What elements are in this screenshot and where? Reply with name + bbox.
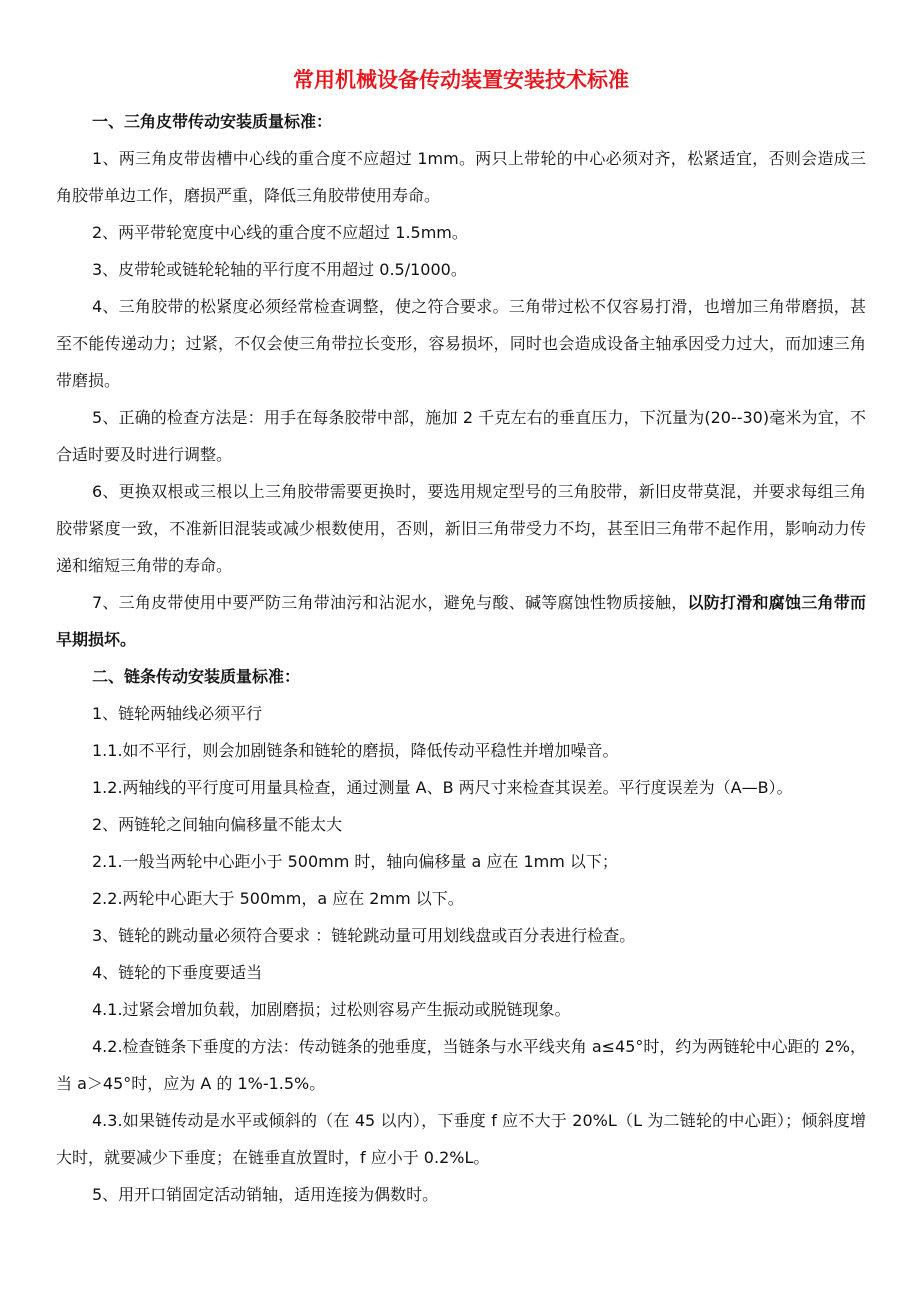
paragraph: 4、三角胶带的松紧度必须经常检查调整，使之符合要求。三角带过松不仅容易打滑，也增加三角带磨损，甚至不能传递动力；过紧，不仅会使三角带拉长变形，容易损坏，同时也会造成设备主轴承因受力过大，而加速三角带磨损。 [56,297,866,390]
paragraph: 2.1.一般当两轮中心距小于 500mm 时，轴向偏移量 a 应在 1mm 以下； [92,852,618,871]
paragraph: 4、链轮的下垂度要适当 [92,963,263,982]
paragraph-text: 7、三角皮带使用中要严防三角带油污和沾泥水，避免与酸、碱等腐蚀性物质接触， [92,593,688,612]
paragraph: 4.1.过紧会增加负载，加剧磨损；过松则容易产生振动或脱链现象。 [92,1000,571,1019]
paragraph: 6、更换双根或三根以上三角胶带需要更换时，要选用规定型号的三角胶带，新旧皮带莫混，并要求每组三角胶带紧度一致，不准新旧混装或减少根数使用，否则，新旧三角带受力不均，甚至旧三角带不起作用，影响动力传递和缩短三角带的寿命。 [56,482,866,575]
paragraph: 3、皮带轮或链轮轮轴的平行度不用超过 0.5/1000。 [92,260,467,279]
paragraph: 2.2.两轮中心距大于 500mm，a 应在 2mm 以下。 [92,889,464,908]
paragraph: 1、两三角皮带齿槽中心线的重合度不应超过 1mm。两只上带轮的中心必须对齐，松紧适宜，否则会造成三角胶带单边工作，磨损严重，降低三角胶带使用寿命。 [56,149,866,205]
paragraph: 4.2.检查链条下垂度的方法：传动链条的弛垂度，当链条与水平线夹角 a≤45°时，约为两链轮中心距的 2%，当 a＞45°时，应为 A 的 1%-1.5%。 [56,1037,866,1093]
paragraph-bold-text: 以防打滑和腐蚀三角带而早期损坏。 [56,593,866,649]
paragraph: 2、两平带轮宽度中心线的重合度不应超过 1.5mm。 [92,223,468,242]
document-title: 常用机械设备传动装置安装技术标准 [293,68,629,92]
paragraph: 1.2.两轴线的平行度可用量具检查，通过测量 A、B 两尺寸来检查其误差。平行度误差为（A—B）。 [92,778,793,797]
document-page [56,62,866,1213]
section-heading-belt: 一、三角皮带传动安装质量标准： [92,112,333,131]
paragraph: 5、用开口销固定活动销轴，适用连接为偶数时。 [92,1185,439,1204]
paragraph: 1.1.如不平行，则会加剧链条和链轮的磨损，降低传动平稳性并增加噪音。 [92,741,619,760]
section-heading-chain: 二、链条传动安装质量标准： [92,667,301,686]
paragraph: 2、两链轮之间轴向偏移量不能太大 [92,815,343,834]
paragraph-item-7 [56,584,866,658]
paragraph: 3、链轮的跳动量必须符合要求 ：链轮跳动量可用划线盘或百分表进行检查。 [92,926,636,945]
paragraph: 4.3.如果链传动是水平或倾斜的（在 45 以内），下垂度 f 应不大于 20%L（L 为二链轮的中心距）；倾斜度增大时，就要减少下垂度；在链垂直放置时，f 应小于 0.2%L。 [56,1111,866,1167]
paragraph: 5、正确的检查方法是：用手在每条胶带中部，施加 2 千克左右的垂直压力，下沉量为(20--30)毫米为宜，不合适时要及时进行调整。 [56,408,866,464]
paragraph: 1、链轮两轴线必须平行 [92,704,263,723]
